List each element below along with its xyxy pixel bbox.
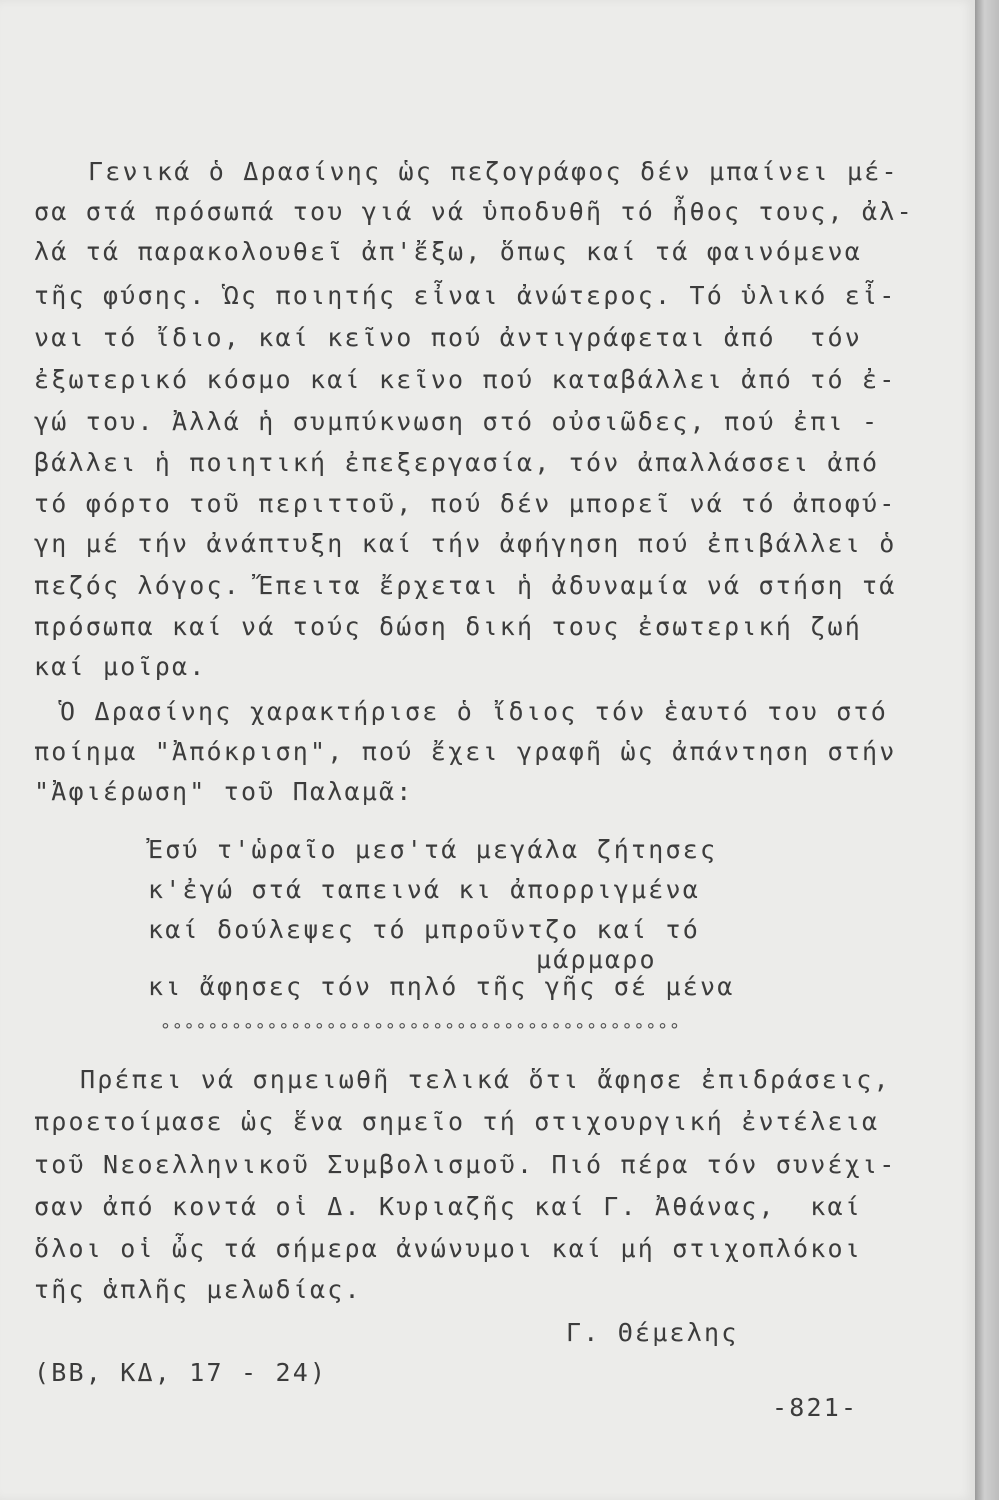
paragraph-2-line: Ὁ Δρασίνης χαρακτήρισε ὁ ἴδιος τόν ἑαυτό του στό — [60, 697, 889, 726]
paragraph-1-line: ναι τό ἴδιο, καί κεῖνο πού ἀντιγράφεται ἀπό τόν — [34, 323, 863, 352]
paragraph-3-line: Πρέπει νά σημειωθῆ τελικά ὅτι ἄφησε ἐπιδράσεις, — [80, 1065, 891, 1094]
paragraph-2-line: "Ἀφιέρωση" τοῦ Παλαμᾶ: — [34, 777, 414, 806]
paragraph-1-line: βάλλει ἡ ποιητική ἐπεξεργασία, τόν ἀπαλλάσσει ἀπό — [34, 448, 880, 477]
paragraph-1-line: γώ του. Ἀλλά ἡ συμπύκνωση στό οὐσιῶδες, πού ἐπι - — [34, 407, 880, 436]
paragraph-1-line: Γενικά ὁ Δρασίνης ὡς πεζογράφος δέν μπαίνει μέ- — [88, 157, 899, 186]
paragraph-1-line: λά τά παρακολουθεῖ ἀπ'ἔξω, ὅπως καί τά φαινόμενα — [34, 237, 863, 266]
poem-line: καί δούλεψες τό μπροῦντζο καί τό — [148, 915, 701, 944]
poem-line: κι ἄφησες τόν πηλό τῆς γῆς σέ μένα — [148, 972, 735, 1001]
paragraph-1-line: σα στά πρόσωπά του γιά νά ὑποδυθῆ τό ἦθος τους, ἀλ- — [34, 197, 914, 226]
paragraph-1-line: πρόσωπα καί νά τούς δώση δική τους ἐσωτερική ζωή — [34, 612, 863, 641]
author-signature: Γ. Θέμελης — [566, 1318, 739, 1347]
paragraph-3-line: προετοίμασε ὡς ἕνα σημεῖο τή στιχουργική ἐντέλεια — [34, 1107, 880, 1136]
poem-line: κ'ἐγώ στά ταπεινά κι ἀπορριγμένα — [148, 875, 701, 904]
paragraph-3-line: σαν ἀπό κοντά οἱ Δ. Κυριαζῆς καί Γ. Ἀθάνας, καί — [34, 1192, 863, 1221]
paragraph-3-line: ὅλοι οἱ ὦς τά σήμερα ἀνώνυμοι καί μή στιχοπλόκοι — [34, 1234, 863, 1263]
paragraph-1-line: ἐξωτερικό κόσμο καί κεῖνο πού καταβάλλει ἀπό τό ἐ- — [34, 365, 897, 394]
paragraph-1-line: πεζός λόγος. Ἔπειτα ἔρχεται ἡ ἀδυναμία νά στήση τά — [34, 571, 897, 600]
paragraph-1-line: τό φόρτο τοῦ περιττοῦ, πού δέν μπορεῖ νά τό ἀποφύ- — [34, 489, 897, 518]
paragraph-1-line: τῆς φύσης. Ὡς ποιητής εἶναι ἀνώτερος. Τό ὑλικό εἶ- — [34, 281, 897, 310]
poem-ellipsis: °°°°°°°°°°°°°°°°°°°°°°°°°°°°°°°°°°°°°°°°°°°° — [160, 1020, 681, 1041]
page-number: -821- — [772, 1393, 859, 1422]
poem-line: Ἐσύ τ'ὡραῖο μεσ'τά μεγάλα ζήτησες — [148, 835, 718, 864]
paragraph-3-line: τοῦ Νεοελληνικοῦ Συμβολισμοῦ. Πιό πέρα τόν συνέχι- — [34, 1150, 897, 1179]
paragraph-1-line: γη μέ τήν ἀνάπτυξη καί τήν ἀφήγηση πού ἐπιβάλλει ὁ — [34, 529, 897, 558]
source-reference: (ΒΒ, ΚΔ, 17 - 24) — [34, 1358, 328, 1387]
poem-line: μάρμαρο — [536, 945, 657, 974]
paragraph-1-line: καί μοῖρα. — [34, 652, 207, 681]
paragraph-2-line: ποίημα "Ἀπόκριση", πού ἔχει γραφῆ ὡς ἀπάντηση στήν — [34, 737, 897, 766]
paragraph-3-line: τῆς ἁπλῆς μελωδίας. — [34, 1275, 362, 1304]
page-edge — [975, 0, 999, 1500]
